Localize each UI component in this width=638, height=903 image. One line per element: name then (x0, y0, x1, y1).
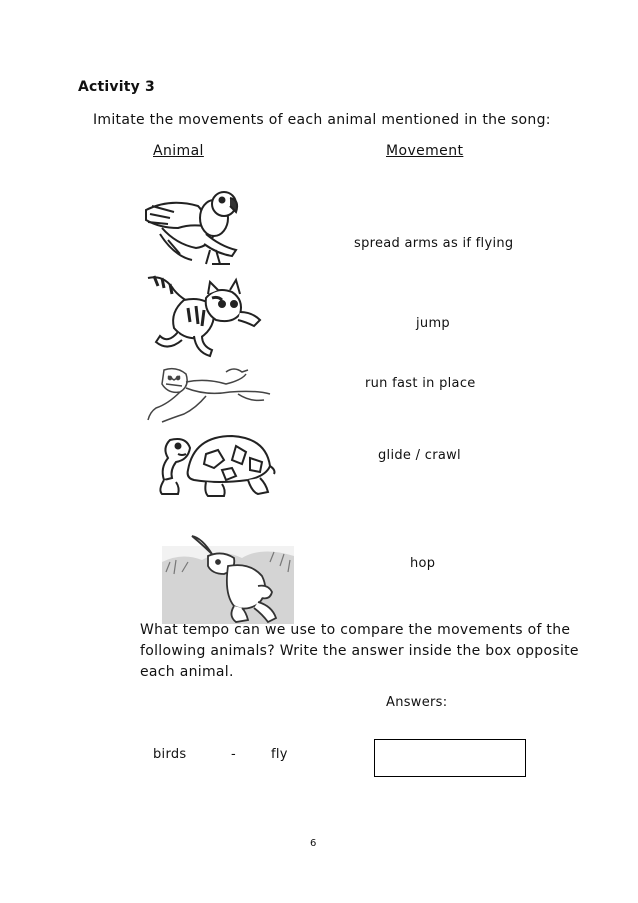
parrot-icon (140, 184, 250, 274)
answers-label: Answers: (386, 695, 448, 710)
movement-text: spread arms as if flying (354, 236, 514, 251)
row-animal: birds (153, 747, 187, 762)
rabbit-icon (162, 532, 294, 624)
cat-icon (144, 272, 264, 364)
answer-box[interactable] (374, 739, 526, 777)
movement-text: hop (410, 556, 436, 571)
page-number: 6 (310, 838, 317, 849)
turtle-icon (148, 430, 276, 502)
row-action[interactable]: fly (271, 747, 288, 762)
question-text: What tempo can we use to compare the movements of the following animals? Write the answer inside the box opposite each animal. (140, 622, 579, 680)
movement-text: run fast in place (365, 376, 476, 391)
column-header-animal: Animal (153, 143, 204, 159)
movement-text: jump (416, 316, 450, 331)
activity-title: Activity 3 (78, 79, 155, 95)
running-animal-icon (146, 364, 276, 426)
instruction-text: Imitate the movements of each animal mentioned in the song: (93, 112, 551, 128)
movement-text: glide / crawl (378, 448, 461, 463)
column-header-movement: Movement (386, 143, 464, 159)
row-dash: - (231, 747, 236, 762)
